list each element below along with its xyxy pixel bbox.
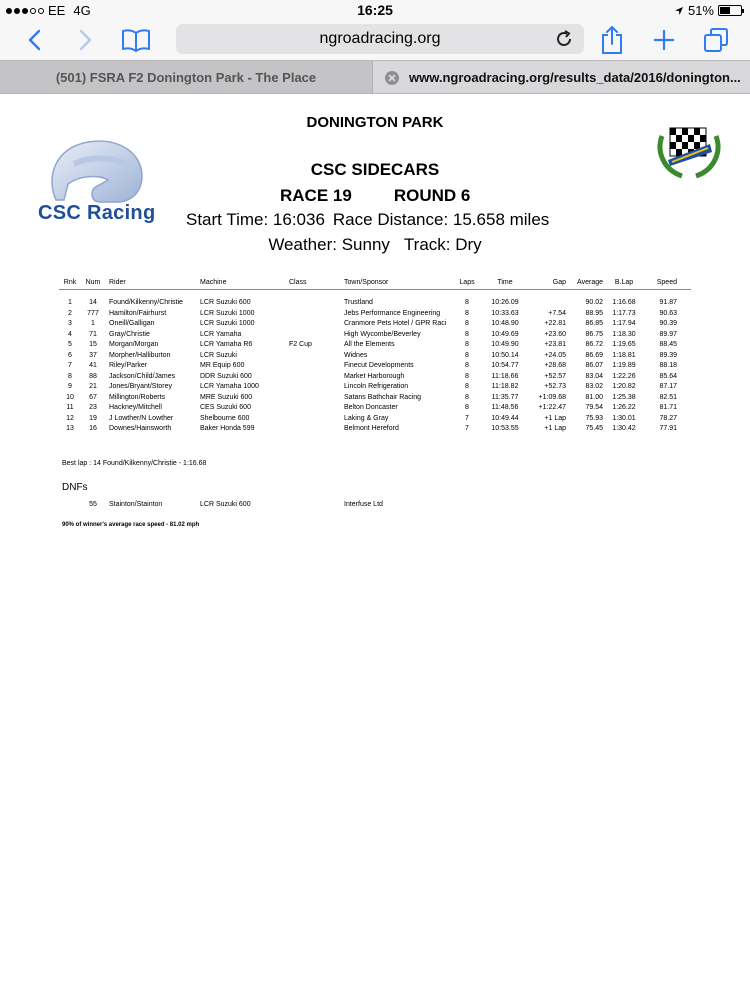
cell-gap: +22.81 [544, 320, 566, 327]
cell-speed: 78.27 [659, 414, 677, 422]
cell-town: Cranmore Pets Hotel / GPR Raci [344, 320, 447, 327]
cell-num: 88 [89, 372, 97, 380]
battery-percent: 51% [687, 3, 714, 18]
cell-machine: LCR Yamaha R6 [200, 341, 253, 348]
cell-speed: 90.63 [659, 309, 677, 317]
cell-rnk: 12 [66, 414, 74, 422]
cell-town: Belmont Hereford [344, 425, 399, 432]
table-row [59, 330, 691, 341]
speed-threshold-note: 90% of winner's average race speed - 81.02 mph [62, 522, 200, 528]
cell-speed: 88.45 [659, 341, 677, 348]
share-button[interactable] [596, 24, 628, 56]
cell-laps: 8 [465, 309, 469, 317]
table-row [59, 351, 691, 362]
cell-gap: +23.60 [544, 330, 566, 338]
cell-speed: 88.18 [659, 362, 677, 369]
cell-laps: 8 [465, 404, 469, 411]
cell-rider: Hamilton/Fairhurst [109, 309, 167, 317]
cell-num: 16 [89, 425, 97, 432]
cell-average: 86.07 [585, 362, 603, 369]
cell-rider: Riley/Parker [109, 362, 148, 369]
cell-time: 10:49.69 [491, 330, 519, 338]
cell-laps: 8 [465, 351, 469, 359]
cell-average: 86.85 [585, 320, 603, 327]
cell-machine: CES Suzuki 600 [200, 404, 251, 411]
cell-gap: +7.54 [548, 309, 566, 317]
plus-icon [652, 28, 676, 52]
cell-rnk: 9 [68, 383, 72, 390]
tab-label: www.ngroadracing.org/results_data/2016/donington... [409, 69, 741, 85]
race-round-line [280, 186, 470, 206]
cell-speed: 89.97 [659, 330, 677, 338]
chevron-left-icon [27, 29, 41, 51]
table-row [59, 382, 691, 393]
table-row [59, 414, 691, 425]
cell-time: 10:53.55 [491, 425, 519, 432]
cell-laps: 8 [465, 299, 469, 306]
cell-time: 10:50.14 [491, 351, 519, 359]
cell-rnk: 1 [68, 299, 72, 306]
cell-average: 88.95 [585, 309, 603, 317]
cell-speed: 90.39 [659, 320, 677, 327]
table-body [59, 298, 691, 435]
cell-rider: Jones/Bryant/Storey [109, 383, 173, 390]
cell-laps: 7 [465, 414, 469, 422]
table-row [59, 372, 691, 383]
round-number: ROUND 6 [393, 186, 471, 205]
cell-average: 86.72 [585, 341, 603, 348]
tabs-overview-button[interactable] [700, 24, 732, 56]
cell-average: 81.00 [585, 393, 603, 401]
header-best-lap: B.Lap [614, 279, 634, 286]
cell-best-lap: 1:22.26 [612, 372, 636, 380]
cell-num: 14 [89, 299, 97, 306]
header-average: Average [577, 279, 603, 286]
cell-machine: LCR Yamaha [200, 330, 242, 338]
cell-best-lap: 1:20.82 [612, 383, 636, 390]
cell-num: 1 [91, 320, 95, 327]
cell-average: 75.93 [585, 414, 603, 422]
cell-rnk: 4 [68, 330, 72, 338]
cell-speed: 77.91 [659, 425, 677, 432]
cell-gap: +24.05 [544, 351, 566, 359]
cell-laps: 8 [465, 362, 469, 369]
cell-town: Laking & Gray [344, 414, 389, 422]
cell-rnk: 11 [66, 404, 74, 411]
back-button[interactable] [18, 24, 50, 56]
results-table [59, 278, 691, 435]
event-title: DONINGTON PARK [306, 114, 444, 131]
table-row [59, 319, 691, 330]
dnf-machine: LCR Suzuki 600 [200, 501, 251, 508]
cell-rider: Gray/Christie [109, 330, 150, 338]
cell-time: 11:35.77 [491, 393, 519, 401]
table-row [59, 361, 691, 372]
track-condition: Track: Dry [403, 235, 482, 254]
header-town: Town/Sponsor [344, 279, 389, 286]
cell-best-lap: 1:25.38 [612, 393, 636, 401]
cell-town: Trustland [344, 299, 373, 306]
share-icon [600, 25, 624, 55]
tab-label: (501) FSRA F2 Donington Park - The Place [55, 69, 317, 85]
forward-button[interactable] [70, 24, 102, 56]
cell-machine: MR Equip 600 [200, 362, 245, 369]
battery-icon [718, 5, 742, 16]
header-speed: Speed [656, 279, 677, 286]
cell-speed: 85.64 [659, 372, 677, 380]
status-right [674, 3, 742, 18]
table-header [59, 278, 691, 290]
cell-time: 10:54.77 [491, 362, 519, 369]
cell-best-lap: 1:17.94 [612, 320, 636, 327]
cell-num: 41 [89, 362, 97, 369]
cell-gap: +1:22.47 [538, 404, 566, 411]
header-num: Num [85, 279, 101, 286]
cell-rider: J Lowther/N Lowther [109, 414, 174, 422]
cell-best-lap: 1:18.81 [612, 351, 636, 359]
cell-time: 10:26.09 [491, 299, 519, 306]
new-tab-button[interactable] [648, 24, 680, 56]
cell-num: 37 [89, 351, 97, 359]
cell-time: 10:49.90 [491, 341, 519, 348]
tab-bar [0, 60, 750, 94]
cell-num: 21 [89, 383, 97, 390]
cell-machine: Shelbourne 600 [200, 414, 250, 422]
cell-rnk: 7 [68, 362, 72, 369]
cell-machine: MRE Suzuki 600 [200, 393, 253, 401]
cell-rnk: 10 [66, 393, 74, 401]
clock: 16:25 [357, 2, 393, 18]
cell-rider: Morpher/Halliburton [109, 351, 171, 359]
cell-average: 83.02 [585, 383, 603, 390]
dnf-row [59, 500, 691, 510]
cell-town: High Wycombe/Beverley [344, 330, 421, 338]
cell-rnk: 6 [68, 351, 72, 359]
cell-best-lap: 1:19.65 [612, 341, 636, 348]
cell-rider: Morgan/Morgan [109, 341, 159, 348]
book-icon [121, 28, 151, 52]
cell-laps: 8 [465, 320, 469, 327]
cell-time: 10:49.44 [491, 414, 519, 422]
location-arrow-icon [674, 6, 684, 16]
dnfs-heading: DNFs [62, 482, 88, 493]
cell-gap: +52.57 [544, 372, 566, 380]
close-tab-icon[interactable] [385, 71, 399, 85]
cell-rider: Oneill/Galligan [109, 320, 155, 327]
cell-laps: 8 [465, 330, 469, 338]
dnf-town: Interfuse Ltd [344, 501, 383, 508]
cell-rnk: 13 [66, 425, 74, 432]
dnf-rider: Stainton/Stainton [109, 501, 163, 508]
cell-best-lap: 1:18.30 [612, 330, 636, 338]
cell-town: Market Harborough [344, 372, 405, 380]
web-content [0, 94, 750, 1000]
cell-town: Jebs Performance Engineering [344, 309, 441, 317]
cell-laps: 8 [465, 341, 469, 348]
cell-num: 67 [89, 393, 97, 401]
cell-machine: LCR Suzuki 600 [200, 299, 251, 306]
header-time: Time [497, 279, 513, 286]
cell-speed: 89.39 [659, 351, 677, 359]
cell-best-lap: 1:26.22 [612, 404, 636, 411]
cell-rnk: 2 [68, 309, 72, 317]
cell-machine: LCR Suzuki 1000 [200, 309, 255, 317]
table-row [59, 393, 691, 404]
network-label: 4G [73, 3, 91, 18]
csc-racing-logo [28, 134, 166, 232]
tab-active[interactable] [373, 61, 750, 93]
table-row [59, 340, 691, 351]
cell-speed: 81.71 [659, 404, 677, 411]
cell-town: Finecut Developments [344, 362, 414, 369]
cell-time: 11:48.56 [491, 404, 519, 411]
cell-rnk: 5 [68, 341, 72, 348]
cell-laps: 7 [465, 425, 469, 432]
cell-average: 83.04 [585, 372, 603, 380]
cell-rider: Downes/Hainsworth [109, 425, 172, 432]
cell-num: 15 [89, 341, 97, 348]
browser-toolbar [0, 20, 750, 60]
cell-gap: +1 Lap [544, 414, 566, 422]
dnf-num: 55 [89, 501, 97, 508]
cell-gap: +28.68 [544, 362, 566, 369]
carrier-label: EE [48, 3, 66, 18]
race-number: RACE 19 [280, 186, 352, 205]
cell-best-lap: 1:19.89 [612, 362, 636, 369]
status-bar [0, 0, 750, 20]
cell-town: Lincoln Refrigeration [344, 383, 409, 390]
header-machine: Machine [200, 279, 227, 286]
cell-average: 86.75 [585, 330, 603, 338]
cell-num: 777 [87, 309, 99, 317]
cell-town: Belton Doncaster [344, 404, 398, 411]
cell-gap: +23.81 [544, 341, 566, 348]
start-time: Start Time: 16:036 [186, 210, 325, 229]
cell-town: Widnes [344, 351, 368, 359]
weather: Weather: Sunny [268, 235, 390, 254]
results-document [0, 94, 750, 1000]
cell-rnk: 8 [68, 372, 72, 380]
cell-machine: Baker Honda 599 [200, 425, 255, 432]
cell-rider: Millington/Roberts [109, 393, 166, 401]
cell-average: 75.45 [585, 425, 603, 432]
cell-machine: LCR Yamaha 1000 [200, 383, 259, 390]
cell-time: 10:33.63 [491, 309, 519, 317]
cell-rnk: 3 [68, 320, 72, 327]
header-class: Class [289, 279, 307, 286]
race-distance: Race Distance: 15.658 miles [332, 210, 550, 229]
cell-average: 86.69 [585, 351, 603, 359]
cell-rider: Jackson/Child/James [109, 372, 176, 380]
header-rnk: Rnk [63, 279, 77, 286]
tabs-icon [703, 27, 729, 53]
cell-gap: +52.73 [544, 383, 566, 390]
address-bar[interactable] [176, 24, 584, 54]
cell-best-lap: 1:17.73 [612, 309, 636, 317]
cell-gap: +1:09.68 [538, 393, 566, 401]
cell-laps: 8 [465, 393, 469, 401]
table-row [59, 309, 691, 320]
bookmarks-button[interactable] [120, 24, 152, 56]
cell-rider: Found/Kilkenny/Christie [109, 299, 183, 306]
cell-machine: LCR Suzuki [200, 351, 237, 359]
header-rider: Rider [109, 279, 126, 286]
cell-town: All the Elements [344, 341, 395, 348]
class-title: CSC SIDECARS [310, 160, 440, 179]
url-text: ngroadracing.org [319, 30, 441, 47]
cell-average: 79.54 [585, 404, 603, 411]
cell-machine: LCR Suzuki 1000 [200, 320, 255, 327]
cell-speed: 82.51 [659, 393, 677, 401]
cell-class: F2 Cup [289, 341, 312, 348]
cell-best-lap: 1:16.68 [612, 299, 636, 306]
cell-speed: 87.17 [659, 383, 677, 390]
cell-time: 11:18.66 [491, 372, 519, 380]
cell-num: 19 [89, 414, 97, 422]
cell-num: 71 [89, 330, 97, 338]
header-laps: Laps [459, 279, 475, 286]
cell-speed: 91.87 [659, 299, 677, 306]
cell-average: 90.02 [585, 299, 603, 306]
cell-num: 23 [89, 404, 97, 411]
cell-time: 11:18.82 [491, 383, 519, 390]
race-info-line [186, 210, 549, 230]
chevron-right-icon [79, 29, 93, 51]
conditions-line [0, 235, 750, 255]
tab-inactive[interactable] [0, 61, 373, 93]
table-row [59, 424, 691, 435]
cell-laps: 8 [465, 383, 469, 390]
cell-laps: 8 [465, 372, 469, 380]
best-lap-note: Best lap : 14 Found/Kilkenny/Christie - 1:16.68 [62, 460, 207, 467]
header-gap: Gap [552, 279, 566, 286]
table-row [59, 403, 691, 414]
cell-rider: Hackney/Mitchell [109, 404, 162, 411]
logo-text: CSC Racing [38, 202, 156, 224]
cell-best-lap: 1:30.42 [612, 425, 636, 432]
reload-icon[interactable] [554, 29, 574, 49]
cell-machine: DDR Suzuki 600 [200, 372, 252, 380]
cell-town: Satans Bathchair Racing [344, 393, 422, 401]
cell-time: 10:48.90 [491, 320, 519, 327]
cell-gap: +1 Lap [544, 425, 566, 432]
cell-best-lap: 1:30.01 [612, 414, 636, 422]
table-row [59, 298, 691, 309]
